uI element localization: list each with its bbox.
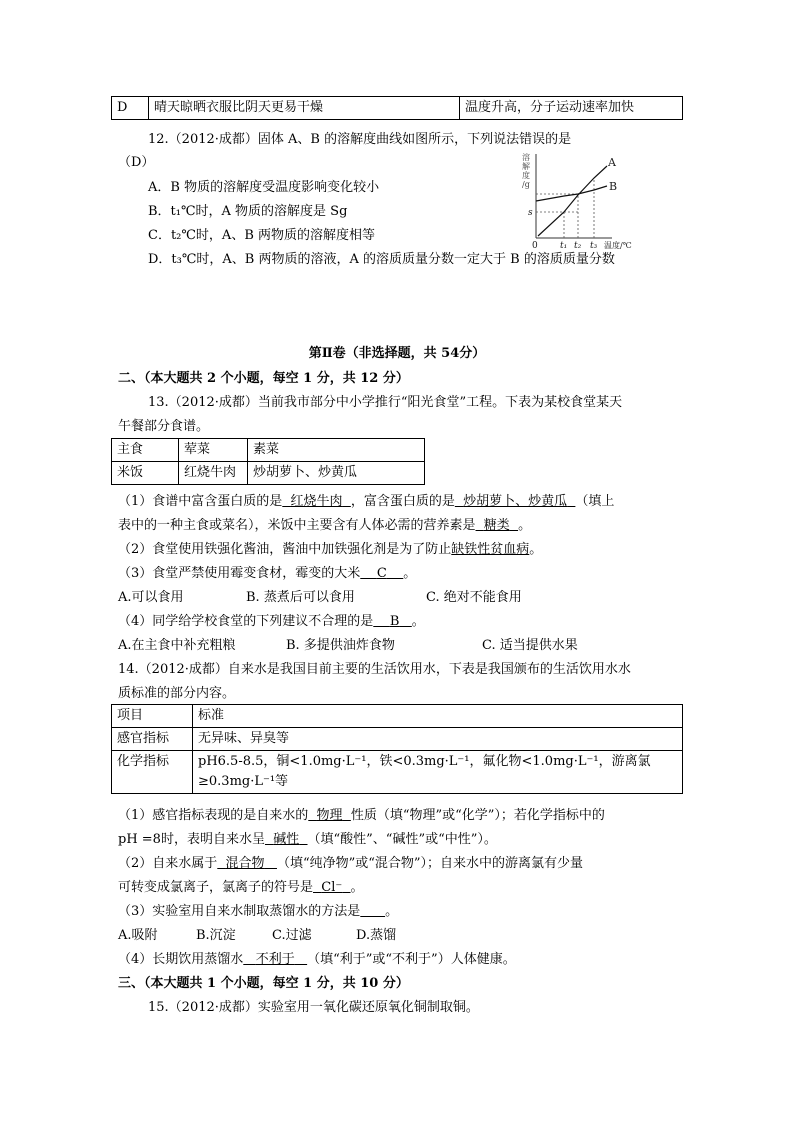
text: 。: [403, 566, 417, 581]
table-cell: 温度升高，分子运动速率加快: [460, 97, 683, 120]
table-header: 素菜: [248, 439, 425, 462]
table-cell: 化学指标: [112, 751, 193, 794]
label-t3: t₃: [590, 241, 598, 251]
answer: 碱性: [273, 832, 300, 847]
q13-intro-line1: 13.（2012·成都）当前我市部分中小学推行“阳光食堂”工程。下表为某校食堂某天: [148, 395, 623, 410]
q13-s4-option-c: C. 适当提供水果: [482, 638, 578, 653]
text: 。: [385, 904, 399, 919]
q13-s4: [118, 614, 425, 630]
text: （4）长期饮用蒸馏水: [118, 952, 244, 967]
table-header: 主食: [112, 439, 179, 462]
label-t1: t₁: [560, 241, 568, 251]
label-s: s: [528, 208, 533, 218]
label-a: A: [608, 156, 616, 169]
table-cell: D: [112, 97, 149, 120]
table-cell: 感官指标: [112, 728, 193, 751]
q12-option-c: C．t₂℃时，A、B 两物质的溶解度相等: [148, 228, 375, 243]
q13-s3-option-c: C. 绝对不能食用: [426, 590, 522, 605]
curve-b: [536, 186, 607, 201]
text: （填“纯净物”或“混合物”）；自来水中的游离氯有少量: [276, 856, 584, 871]
text: （2）自来水属于: [118, 856, 218, 871]
table-cell: 炒胡萝卜、炒黄瓜: [248, 462, 425, 485]
table-row: [112, 751, 683, 794]
chart-ylabel-2: 解: [522, 162, 530, 171]
table-header: 荤菜: [179, 439, 248, 462]
text: （3）实验室用自来水制取蒸馏水的方法是: [118, 904, 361, 919]
answer: C: [376, 566, 387, 581]
q13-intro-line2: 午餐部分食谱。: [118, 419, 210, 434]
text: （1）食谱中富含蛋白质的是: [118, 494, 283, 509]
table-cell: pH6.5-8.5，铜<1.0mg·L⁻¹，铁<0.3mg·L⁻¹，氟化物<1.0mg·L⁻¹，游离氯≥0.3mg·L⁻¹等: [193, 751, 683, 794]
answer: B: [389, 614, 400, 629]
menu-table: [111, 438, 425, 485]
text: 性质（填“物理”或“化学”）；若化学指标中的: [350, 808, 605, 823]
text: （填“酸性”、“碱性”或“中性”）。: [307, 832, 497, 847]
text: 。: [411, 614, 425, 629]
q12-answer: （D）: [118, 155, 155, 170]
answer-blank: [313, 880, 351, 895]
q14-s3-option-b: B.沉淀: [196, 928, 236, 943]
table-row: [112, 462, 425, 485]
q13-s2: [118, 542, 542, 558]
table-cell: 无异味、异臭等: [193, 728, 683, 751]
q13-s1-line2: [118, 518, 531, 534]
answer-blank: [455, 494, 576, 509]
q13-s1-line1: [118, 494, 614, 510]
label-t2: t₂: [574, 241, 582, 251]
q13-s4-option-a: A.在主食中补充粗粮: [118, 638, 236, 653]
answer: 不利于: [255, 952, 295, 967]
table-row: [112, 97, 683, 120]
label-origin: 0: [532, 241, 538, 251]
q13-s3: [118, 566, 416, 582]
solubility-chart: [512, 148, 642, 252]
answer-blank: [282, 494, 351, 509]
text: （1）感官指标表现的是自来水的: [118, 808, 309, 823]
answer: 糖类: [483, 518, 510, 533]
answer-blank: [360, 904, 385, 919]
table-cell: 米饭: [112, 462, 179, 485]
top-table: [111, 96, 683, 120]
text: （4）同学给学校食堂的下列建议不合理的是: [118, 614, 374, 629]
water-standard-table: [111, 704, 683, 794]
q13-s3-option-a: A.可以食用: [118, 590, 184, 605]
q14-s3-option-a: A.吸附: [118, 928, 158, 943]
answer: 红烧牛肉: [290, 494, 343, 509]
text: pH =8时，表明自来水呈: [118, 832, 265, 847]
q14-s2-line1: [118, 856, 583, 872]
q13-s3-option-b: B. 蒸煮后可以食用: [246, 590, 355, 605]
text: 表中的一种主食或菜名），米饭中主要含有人体必需的营养素是: [118, 518, 476, 533]
answer-blank: [265, 832, 308, 847]
q14-s3-option-d: D.蒸馏: [356, 928, 397, 943]
q15-intro: 15.（2012·成都）实验室用一氧化碳还原氧化铜制取铜。: [148, 1000, 479, 1015]
q12-option-d: D．t₃℃时，A、B 两物质的溶液，A 的溶质质量分数一定大于 B 的溶质质量分数: [148, 252, 615, 267]
text: （3）食堂严禁使用霉变食材，霉变的大米: [118, 566, 361, 581]
answer-blank: [373, 614, 412, 629]
table-header: 项目: [112, 705, 193, 728]
table-header: 标准: [193, 705, 683, 728]
label-b: B: [609, 180, 618, 193]
q14-s1-line2: [118, 832, 497, 848]
text: 。: [518, 518, 532, 533]
q14-s2-line2: [118, 880, 364, 896]
answer-blank: [360, 566, 403, 581]
q14-s1-line1: [118, 808, 605, 824]
q14-intro-line2: 质标准的部分内容。: [118, 686, 236, 701]
q13-s4-option-b: B. 多提供油炸食物: [286, 638, 395, 653]
chart-ylabel-4: /g: [522, 180, 530, 189]
chart-ylabel-3: 度: [522, 171, 530, 180]
q14-s4: [118, 952, 516, 968]
answer-blank: [476, 518, 519, 533]
table-row: [112, 728, 683, 751]
q14-s3: [118, 904, 398, 920]
table-cell: 晴天晾晒衣服比阴天更易干燥: [149, 97, 460, 120]
q12-stem: 12.（2012·成都）固体 A、B 的溶解度曲线如图所示，下列说法错误的是: [148, 132, 572, 147]
text: （2）食堂使用铁强化酱油，酱油中加铁强化剂是为了防止: [118, 542, 452, 557]
answer: Cl⁻: [321, 880, 343, 895]
answer-blank: [308, 808, 351, 823]
curve-a: [538, 166, 607, 236]
answer: 炒胡萝卜、炒黄瓜: [463, 494, 568, 509]
part2-header: 二、（本大题共 2 个小题，每空 1 分，共 12 分）: [118, 371, 409, 386]
table-cell: 红烧牛肉: [179, 462, 248, 485]
answer: 缺铁性贫血病: [451, 542, 530, 557]
text: （填“利于”或“不利于”）人体健康。: [307, 952, 516, 967]
answer: 混合物: [225, 856, 265, 871]
text: ，富含蛋白质的是: [350, 494, 455, 509]
text: （填上: [575, 494, 615, 509]
section-title: 第Ⅱ卷（非选择题，共 54分）: [308, 346, 486, 361]
part3-header: 三、（本大题共 1 个小题，每空 1 分，共 10 分）: [118, 976, 409, 991]
text: 可转变成氯离子，氯离子的符号是: [118, 880, 314, 895]
chart-ylabel-1: 溶: [522, 153, 530, 162]
q12-option-b: B．t₁℃时，A 物质的溶解度是 Sg: [148, 204, 348, 219]
table-row: [112, 705, 683, 728]
text: 。: [529, 542, 543, 557]
q14-s3-option-c: C.过滤: [272, 928, 312, 943]
answer-blank: [217, 856, 277, 871]
table-row: [112, 439, 425, 462]
q14-intro-line1: 14.（2012·成都）自来水是我国目前主要的生活饮用水，下表是我国颁布的生活饮用水水: [118, 662, 631, 677]
answer-blank: [243, 952, 307, 967]
q12-option-a: A．B 物质的溶解度受温度影响变化较小: [148, 180, 380, 195]
text: 。: [350, 880, 364, 895]
label-xaxis: 温度/℃: [604, 241, 632, 250]
answer: 物理: [316, 808, 343, 823]
